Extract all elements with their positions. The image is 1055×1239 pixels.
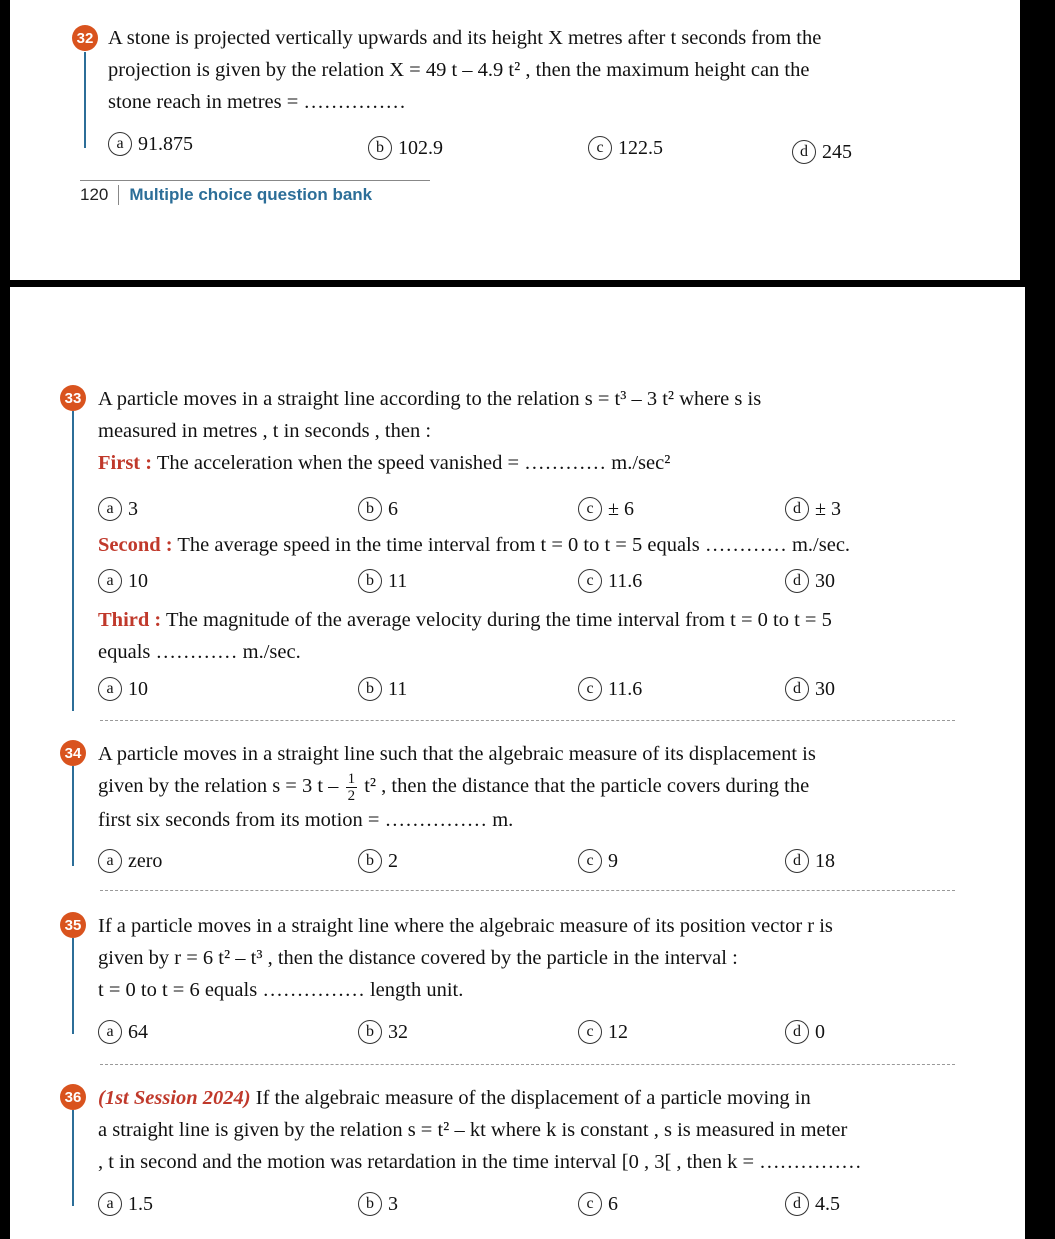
footer-rule — [80, 180, 430, 181]
option-b[interactable]: b 102.9 — [368, 136, 443, 160]
question-35-text: If a particle moves in a straight line where the algebraic measure of its position vector r is given by r = 6 t² – t³ , then the distance covered by the particle in the interval : t = 0 to t = 6 equals …………… length unit. — [98, 915, 833, 1001]
option-a[interactable]: a 10 — [98, 677, 148, 701]
option-a[interactable]: a 3 — [98, 497, 138, 521]
option-c[interactable]: c 6 — [578, 1192, 618, 1216]
option-d[interactable]: d 245 — [792, 140, 852, 164]
question-34-text: A particle moves in a straight line such that the algebraic measure of its displacement is given by the relation s = 3 t – $\frac{1}{2}$ t² , then the distance that the particle covers during the first six seconds from its motion = …………… m. — [98, 743, 816, 831]
book-title: Multiple choice question bank — [129, 185, 373, 204]
option-d[interactable]: d 30 — [785, 677, 835, 701]
option-a[interactable]: a 91.875 — [108, 132, 193, 156]
option-b[interactable]: b 32 — [358, 1020, 408, 1044]
option-b[interactable]: b 11 — [358, 569, 407, 593]
option-d[interactable]: d 18 — [785, 849, 835, 873]
fraction: $\frac{1}{2}$ — [347, 770, 356, 804]
question-separator — [100, 1064, 955, 1065]
session-tag: (1st Session 2024) — [98, 1087, 251, 1109]
option-a[interactable]: a 10 — [98, 569, 148, 593]
page-bottom-sheet — [10, 287, 1025, 1239]
option-c[interactable]: c 11.6 — [578, 677, 642, 701]
option-a[interactable]: a zero — [98, 849, 162, 873]
page-top-sheet — [10, 0, 1020, 280]
question-33-text: A particle moves in a straight line according to the relation s = t³ – 3 t² where s is measured in metres , t in seconds , then : First : The acceleration when the speed vanished = ………… m./sec² — [98, 388, 762, 474]
option-a[interactable]: a 64 — [98, 1020, 148, 1044]
option-d[interactable]: d 0 — [785, 1020, 825, 1044]
option-d[interactable]: d ± 3 — [785, 497, 841, 521]
question-33-third: Third : The magnitude of the average velocity during the time interval from t = 0 to t = 5 equals ………… m./sec. — [98, 609, 832, 663]
option-c[interactable]: c 12 — [578, 1020, 628, 1044]
page-number: 120 — [80, 185, 109, 204]
question-33-second: Second : The average speed in the time interval from t = 0 to t = 5 equals ………… m./sec. — [98, 534, 851, 556]
option-c[interactable]: c ± 6 — [578, 497, 634, 521]
footer-divider — [118, 185, 119, 205]
option-c[interactable]: c 11.6 — [578, 569, 642, 593]
option-b[interactable]: b 6 — [358, 497, 398, 521]
question-separator — [100, 720, 955, 721]
question-32-text: A stone is projected vertically upwards and its height X metres after t seconds from the projection is given by the relation X = 49 t – 4.9 t² , then the maximum height can the stone reach in metres = …………… — [108, 27, 822, 113]
question-separator — [100, 890, 955, 891]
option-d[interactable]: d 4.5 — [785, 1192, 840, 1216]
question-number: 36 — [60, 1084, 86, 1110]
option-c[interactable]: c 9 — [578, 849, 618, 873]
option-b[interactable]: b 11 — [358, 677, 407, 701]
question-bar — [72, 411, 74, 711]
option-d[interactable]: d 30 — [785, 569, 835, 593]
option-b[interactable]: b 2 — [358, 849, 398, 873]
question-number: 35 — [60, 912, 86, 938]
question-number: 33 — [60, 385, 86, 411]
option-a[interactable]: a 1.5 — [98, 1192, 153, 1216]
question-number: 34 — [60, 740, 86, 766]
option-c[interactable]: c 122.5 — [588, 136, 663, 160]
question-bar — [72, 938, 74, 1034]
question-bar — [72, 766, 74, 866]
question-36-text: (1st Session 2024) If the algebraic measure of the displacement of a particle moving in a straight line is given by the relation s = t² – kt where k is constant , s is measured in meter , t in second and the motion was retardation in the time interval [0 , 3[ , then k = …………… — [98, 1087, 862, 1173]
page-footer — [80, 185, 372, 205]
option-b[interactable]: b 3 — [358, 1192, 398, 1216]
question-bar — [72, 1110, 74, 1206]
question-number: 32 — [72, 25, 98, 51]
question-bar — [84, 52, 86, 148]
